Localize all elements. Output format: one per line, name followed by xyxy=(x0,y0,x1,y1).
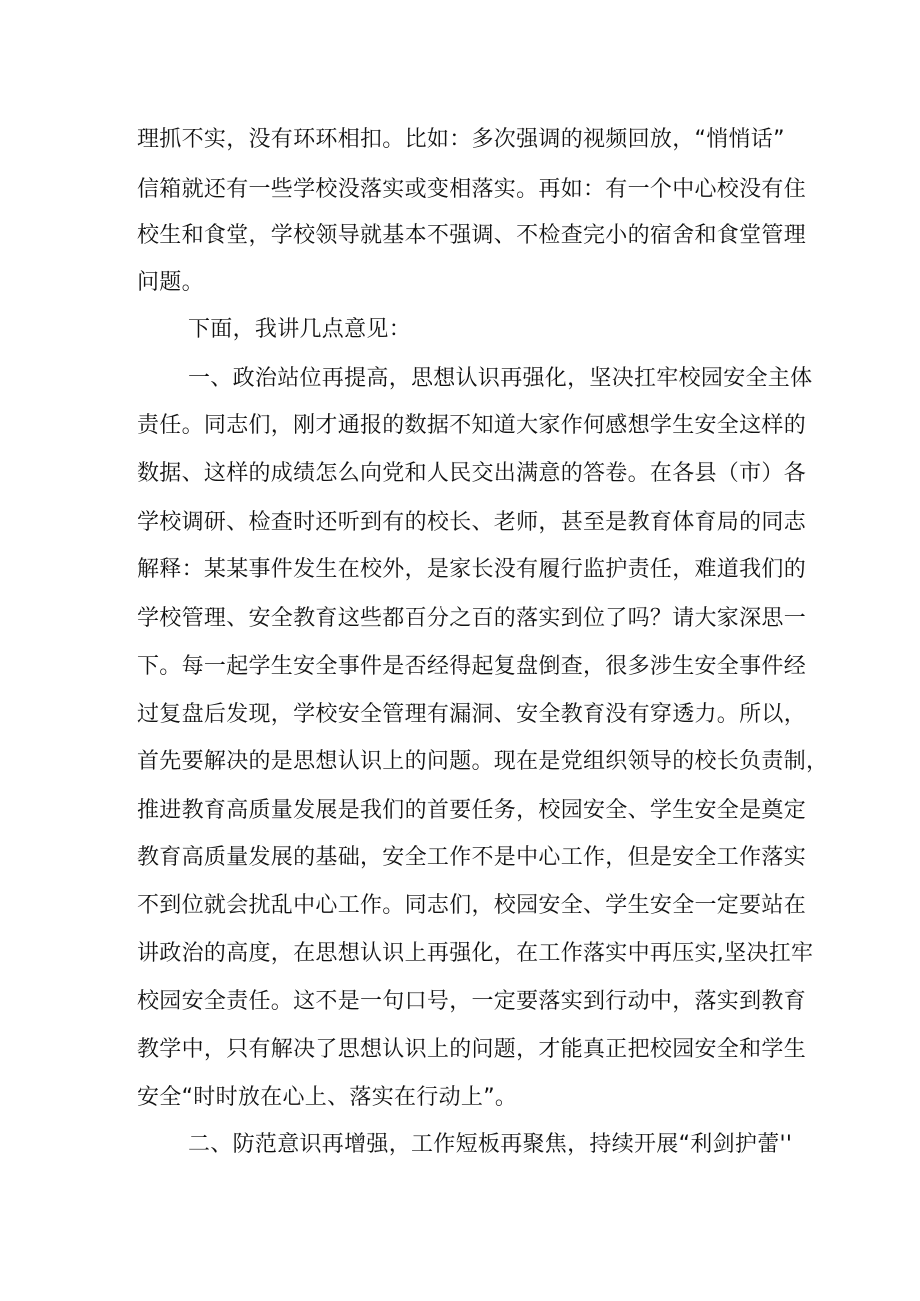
text-line: 教育高质量发展的基础，安全工作不是中心工作，但是安全工作落实 xyxy=(137,845,807,870)
text-line: 问题。 xyxy=(137,270,204,295)
text-line: 不到位就会扰乱中心工作。同志们，校园安全、学生安全一定要站在 xyxy=(137,893,807,918)
text-line: 学校管理、安全教育这些都百分之百的落实到位了吗？请大家深思一 xyxy=(137,606,807,631)
text-line: 理抓不实，没有环环相扣。比如：多次强调的视频回放，“悄悄话” xyxy=(137,127,785,152)
text-line: 责任。同志们，刚才通报的数据不知道大家作何感想学生安全这样的 xyxy=(137,413,807,438)
text-line: 信箱就还有一些学校没落实或变相落实。再如：有一个中心校没有住 xyxy=(137,177,807,202)
text-line: 下。每一起学生安全事件是否经得起复盘倒查，很多涉生安全事件经 xyxy=(137,654,807,679)
text-line: 推进教育高质量发展是我们的首要任务，校园安全、学生安全是奠定 xyxy=(137,798,807,823)
text-line: 安全“时时放在心上、落实在行动上”。 xyxy=(137,1085,518,1110)
text-line: 学校调研、检查时还听到有的校长、老师，甚至是教育体育局的同志 xyxy=(137,510,807,535)
text-line: 教学中，只有解决了思想认识上的问题，才能真正把校园安全和学生 xyxy=(137,1037,807,1062)
text-line: 解释：某某事件发生在校外，是家长没有履行监护责任，难道我们的 xyxy=(137,557,807,582)
text-line: 校生和食堂，学校领导就基本不强调、不检查完小的宿舍和食堂管理 xyxy=(137,223,807,248)
text-line: 校园安全责任。这不是一句口号，一定要落实到行动中，落实到教育 xyxy=(137,989,807,1014)
section-heading-1: 一、政治站位再提高，思想认识再强化，坚决扛牢校园安全主体 xyxy=(188,366,813,391)
section-heading-2: 二、防范意识再增强，工作短板再聚焦，持续开展“利剑护蕾'' xyxy=(188,1132,793,1157)
text-line: 数据、这样的成绩怎么向党和人民交出满意的答卷。在各县（市）各 xyxy=(137,461,807,486)
paragraph-heading: 下面，我讲几点意见： xyxy=(188,317,412,342)
text-line: 首先要解决的是思想认识上的问题。现在是党组织领导的校长负责制， xyxy=(137,749,829,774)
text-line: 过复盘后发现，学校安全管理有漏洞、安全教育没有穿透力。所以， xyxy=(137,702,807,727)
text-line: 讲政治的高度，在思想认识上再强化，在工作落实中再压实,坚决扛牢 xyxy=(137,941,814,966)
